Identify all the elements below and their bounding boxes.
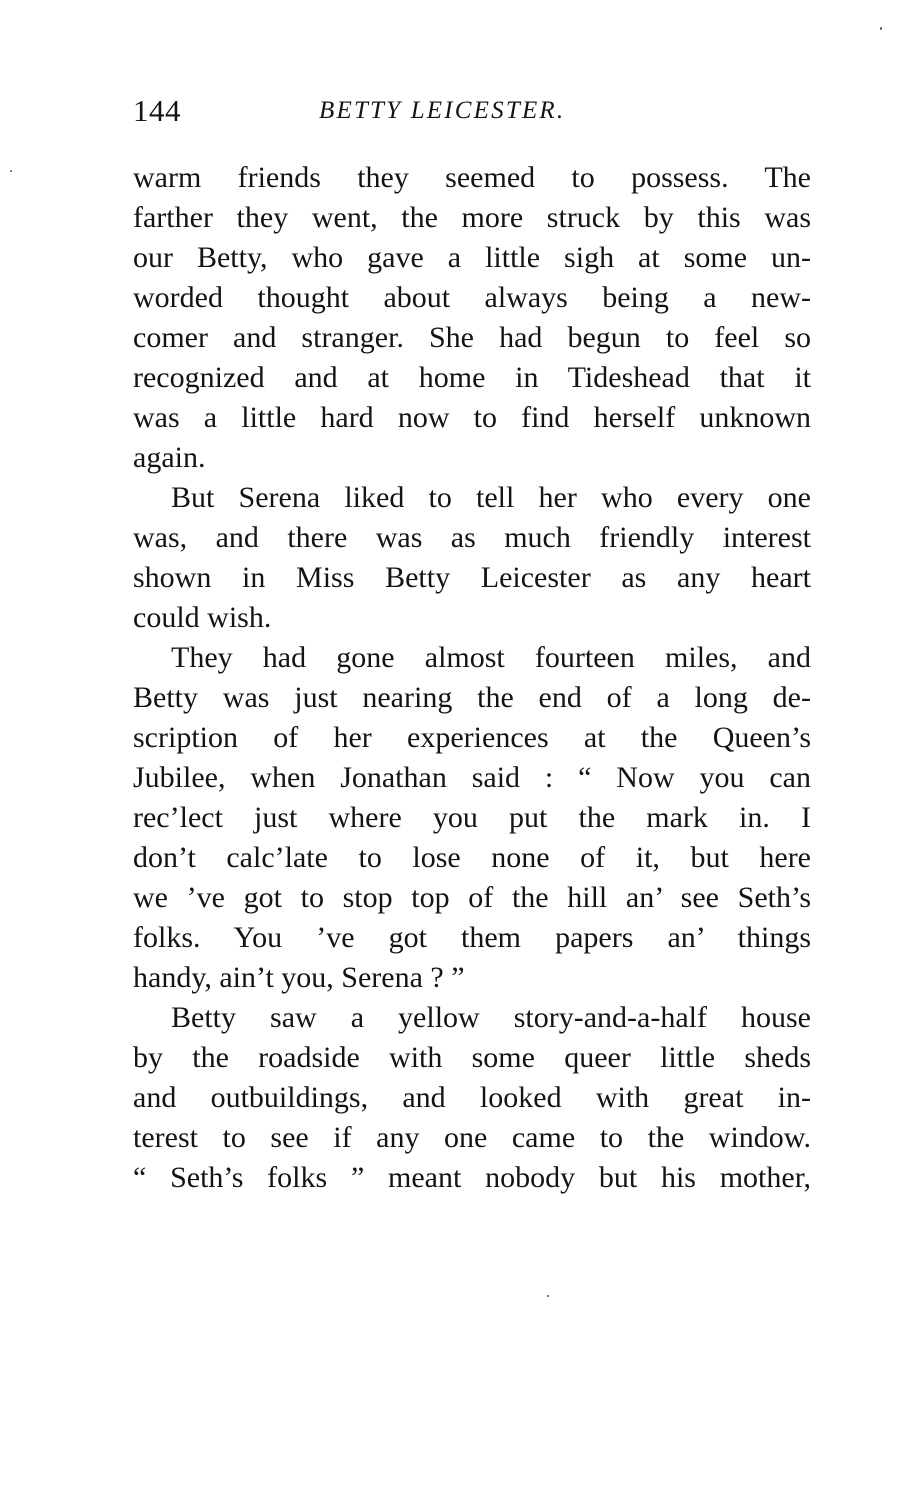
text-line: “ Seth’s folks ” meant nobody but his mother, [133, 1161, 811, 1194]
running-title: BETTY LEICESTER. [319, 97, 566, 124]
text-line: But Serena liked to tell her who every one [171, 481, 811, 514]
text-line: by the roadside with some queer little sheds [133, 1041, 811, 1074]
text-line: scription of her experiences at the Queen’s [133, 721, 811, 754]
text-line: we ’ve got to stop top of the hill an’ see Seth’s [133, 881, 811, 914]
page-number: 144 [133, 93, 181, 128]
text-line: folks. You ’ve got them papers an’ things [133, 921, 811, 954]
text-line: comer and stranger. She had begun to feel so [133, 321, 811, 354]
print-speck [10, 170, 12, 172]
print-speck [547, 1295, 549, 1297]
text-line: our Betty, who gave a little sigh at some un- [133, 241, 811, 274]
text-line: recognized and at home in Tideshead that it [133, 361, 811, 394]
text-line: could wish. [133, 601, 272, 634]
text-line: and outbuildings, and looked with great in- [133, 1081, 811, 1114]
text-line: farther they went, the more struck by this was [133, 201, 811, 234]
text-line: again. [133, 441, 206, 474]
text-line: Betty was just nearing the end of a long de- [133, 681, 811, 714]
text-line: rec’lect just where you put the mark in. I [133, 801, 811, 834]
text-line: was a little hard now to find herself unknown [133, 401, 811, 434]
text-line: warm friends they seemed to possess. The [133, 161, 811, 194]
body-text [133, 158, 811, 1198]
text-line: terest to see if any one came to the window. [133, 1121, 811, 1154]
text-line: don’t calc’late to lose none of it, but here [133, 841, 811, 874]
print-speck [880, 27, 882, 30]
text-line: They had gone almost fourteen miles, and [171, 641, 811, 674]
text-line: worded thought about always being a new- [133, 281, 811, 314]
page-header [133, 93, 811, 141]
text-line: Jubilee, when Jonathan said : “ Now you can [133, 761, 811, 794]
text-line: shown in Miss Betty Leicester as any heart [133, 561, 811, 594]
text-line: was, and there was as much friendly interest [133, 521, 811, 554]
text-line: Betty saw a yellow story-and-a-half house [171, 1001, 811, 1034]
text-line: handy, ain’t you, Serena ? ” [133, 961, 465, 994]
